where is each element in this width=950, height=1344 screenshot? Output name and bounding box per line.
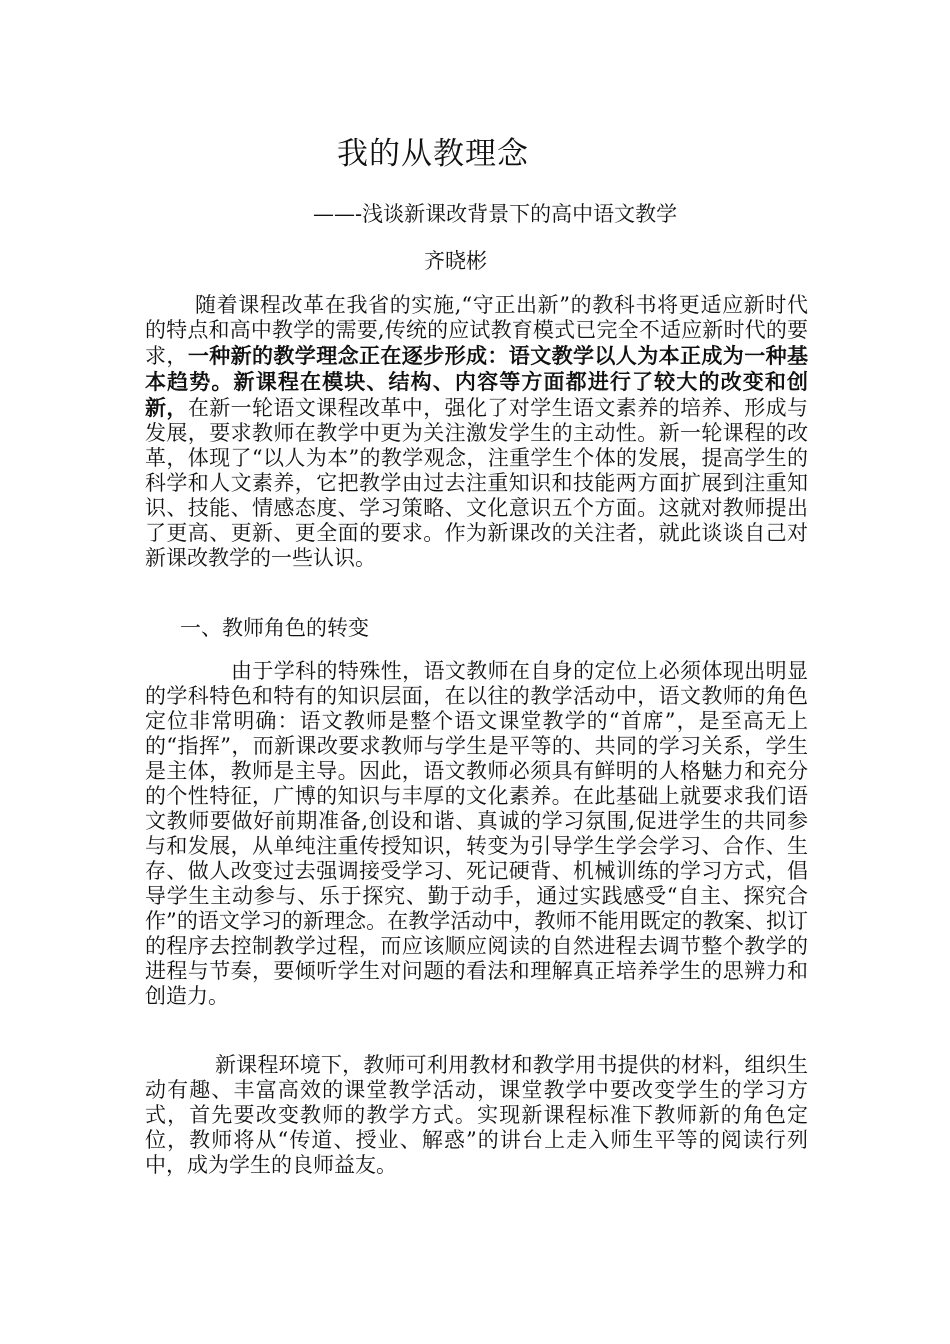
author-name: 齐晓彬 [424, 249, 487, 273]
document-title: 我的从教理念 [337, 136, 529, 172]
section-heading-teacher-role: 一、教师角色的转变 [180, 616, 369, 640]
body-paragraph-role: 由于学科的特殊性，语文教师在自身的定位上必须体现出明显的学科特色和特有的知识层面，在以往的教学活动中，语文教师的角色定位非常明确：语文教师是整个语文课堂教学的“首席”，是至高无上的“指挥”，而新课改要求教师与学生是平等的、共同的学习关系，学生是主体，教师是主导。因此，语文教师必须具有鲜明的人格魅力和充分的个性特征，广博的知识与丰厚的文化素养。在此基础上就要求我们语文教师要做好前期准备,创设和谐、真诚的学习氛围,促进学生的共同参与和发展，从单纯注重传授知识，转变为引导学生学会学习、合作、生存、做人改变过去强调接受学习、死记硬背、机械训练的学习方式，倡导学生主动参与、乐于探究、勤于动手，通过实践感受“自主、探究合作”的语文学习的新理念。在教学活动中，教师不能用既定的教案、拟订的程序去控制教学过程，而应该顺应阅读的自然进程去调节整个教学的进程与节奏，要倾听学生对问题的看法和理解真正培养学生的思辨力和创造力。 [145, 659, 808, 1008]
intro-text-part1: 随着课程改革在我省的实施,“守正出新”的教科书将更适应新时代的特点和高中教学的需要,传统的应试教育模式已完全不适应新时代的要求， [145, 293, 808, 368]
intro-text-bold: 一种新的教学理念正在逐步形成：语文教学以人为本正成为一种基本趋势。新课程在模块、结构、内容等方面都进行了较大的改变和创新， [145, 343, 809, 420]
intro-paragraph [145, 293, 808, 571]
intro-text-part3: 在新一轮语文课程改革中，强化了对学生语文素养的培养、形成与发展，要求教师在教学中更为关注激发学生的主动性。新一轮课程的改革，体现了“以人为本”的教学观念，注重学生个体的发展，提高学生的科学和人文素养，它把教学由过去注重知识和技能两方面扩展到注重知识、技能、情感态度、学习策略、文化意识五个方面。这就对教师提出了更高、更新、更全面的要求。作为新课改的关注者，就此谈谈自己对新课改教学的一些认识。 [145, 396, 809, 570]
body-paragraph-new-curriculum: 新课程环境下，教师可利用教材和教学用书提供的材料，组织生动有趣、丰富高效的课堂教学活动，课堂教学中要改变学生的学习方式，首先要改变教师的教学方式。实现新课程标准下教师新的角色定位，教师将从“传道、授业、解惑”的讲台上走入师生平等的阅读行列中，成为学生的良师益友。 [145, 1053, 808, 1177]
document-subtitle: ——-浅谈新课改背景下的高中语文教学 [313, 202, 678, 226]
